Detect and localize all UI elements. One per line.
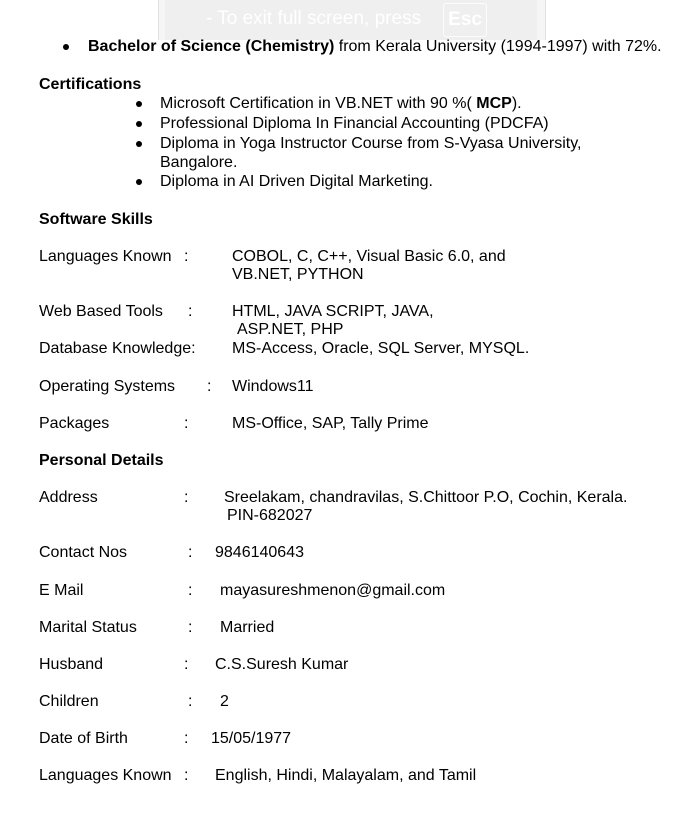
database-label: Database Knowledge: <box>39 340 196 357</box>
contact-value: 9846140643 <box>215 544 304 561</box>
packages-label: Packages <box>39 415 110 432</box>
dob-colon: : <box>184 730 189 747</box>
dob-value: 15/05/1977 <box>211 730 292 747</box>
cert-item-yoga-line1: Diploma in Yoga Instructor Course from S-Vyasa University, <box>160 135 582 152</box>
dob-label: Date of Birth <box>39 730 128 747</box>
address-colon: : <box>184 489 189 506</box>
packages-value: MS-Office, SAP, Tally Prime <box>232 415 429 432</box>
marital-label: Marital Status <box>39 619 137 636</box>
os-value: Windows11 <box>232 378 314 395</box>
husband-label: Husband <box>39 656 104 673</box>
fullscreen-message: - To exit full screen, press <box>206 8 422 29</box>
languages-known-colon: : <box>184 767 189 784</box>
email-colon: : <box>188 582 193 599</box>
languages-known-label: Languages Known <box>39 767 172 784</box>
bullet-icon <box>136 179 142 185</box>
web-tools-colon: : <box>188 303 193 320</box>
bullet-icon <box>136 141 142 147</box>
languages-value-line2: VB.NET, PYTHON <box>232 266 364 283</box>
cert-item-mcp <box>160 95 522 113</box>
languages-label: Languages Known <box>39 248 172 265</box>
address-label: Address <box>39 489 98 506</box>
software-skills-heading: Software Skills <box>39 211 153 228</box>
cert-item-pdcfa: Professional Diploma In Financial Accounting (PDCFA) <box>160 115 549 132</box>
certifications-heading: Certifications <box>39 76 142 93</box>
marital-colon: : <box>188 619 193 636</box>
packages-colon: : <box>184 415 189 432</box>
degree-details: from Kerala University (1994-1997) with 72%. <box>334 38 662 55</box>
email-label: E Mail <box>39 582 84 599</box>
languages-value-line1: COBOL, C, C++, Visual Basic 6.0, and <box>232 248 506 265</box>
esc-key-hint[interactable]: Esc <box>443 3 487 37</box>
husband-value: C.S.Suresh Kumar <box>215 656 349 673</box>
children-value: 2 <box>220 693 229 710</box>
languages-known-value: English, Hindi, Malayalam, and Tamil <box>215 767 477 784</box>
contact-colon: : <box>188 544 193 561</box>
education-degree <box>88 38 662 56</box>
children-label: Children <box>39 693 99 710</box>
cert-mcp-text: Microsoft Certification in VB.NET with 90 %( <box>160 95 477 112</box>
cert-mcp-bold: MCP <box>476 95 512 112</box>
degree-title: Bachelor of Science (Chemistry) <box>88 38 335 55</box>
bullet-icon <box>136 101 142 107</box>
languages-colon: : <box>184 248 189 265</box>
web-tools-value-line1: HTML, JAVA SCRIPT, JAVA, <box>232 303 434 320</box>
email-value: mayasureshmenon@gmail.com <box>220 582 446 599</box>
web-tools-value-line2: ASP.NET, PHP <box>237 321 344 338</box>
cert-item-ai: Diploma in AI Driven Digital Marketing. <box>160 173 433 190</box>
bullet-icon <box>63 44 69 50</box>
personal-details-heading: Personal Details <box>39 452 164 469</box>
husband-colon: : <box>184 656 189 673</box>
cert-item-yoga-line2: Bangalore. <box>160 154 238 171</box>
contact-label: Contact Nos <box>39 544 128 561</box>
os-colon: : <box>207 378 212 395</box>
children-colon: : <box>188 693 193 710</box>
address-value-line2: PIN-682027 <box>227 507 313 524</box>
marital-value: Married <box>220 619 275 636</box>
os-label: Operating Systems <box>39 378 176 395</box>
cert-mcp-end: ). <box>511 95 522 112</box>
address-value-line1: Sreelakam, chandravilas, S.Chittoor P.O, Cochin, Kerala. <box>224 489 628 506</box>
bullet-icon <box>136 121 142 127</box>
database-value: MS-Access, Oracle, SQL Server, MYSQL. <box>232 340 530 357</box>
web-tools-label: Web Based Tools <box>39 303 163 320</box>
